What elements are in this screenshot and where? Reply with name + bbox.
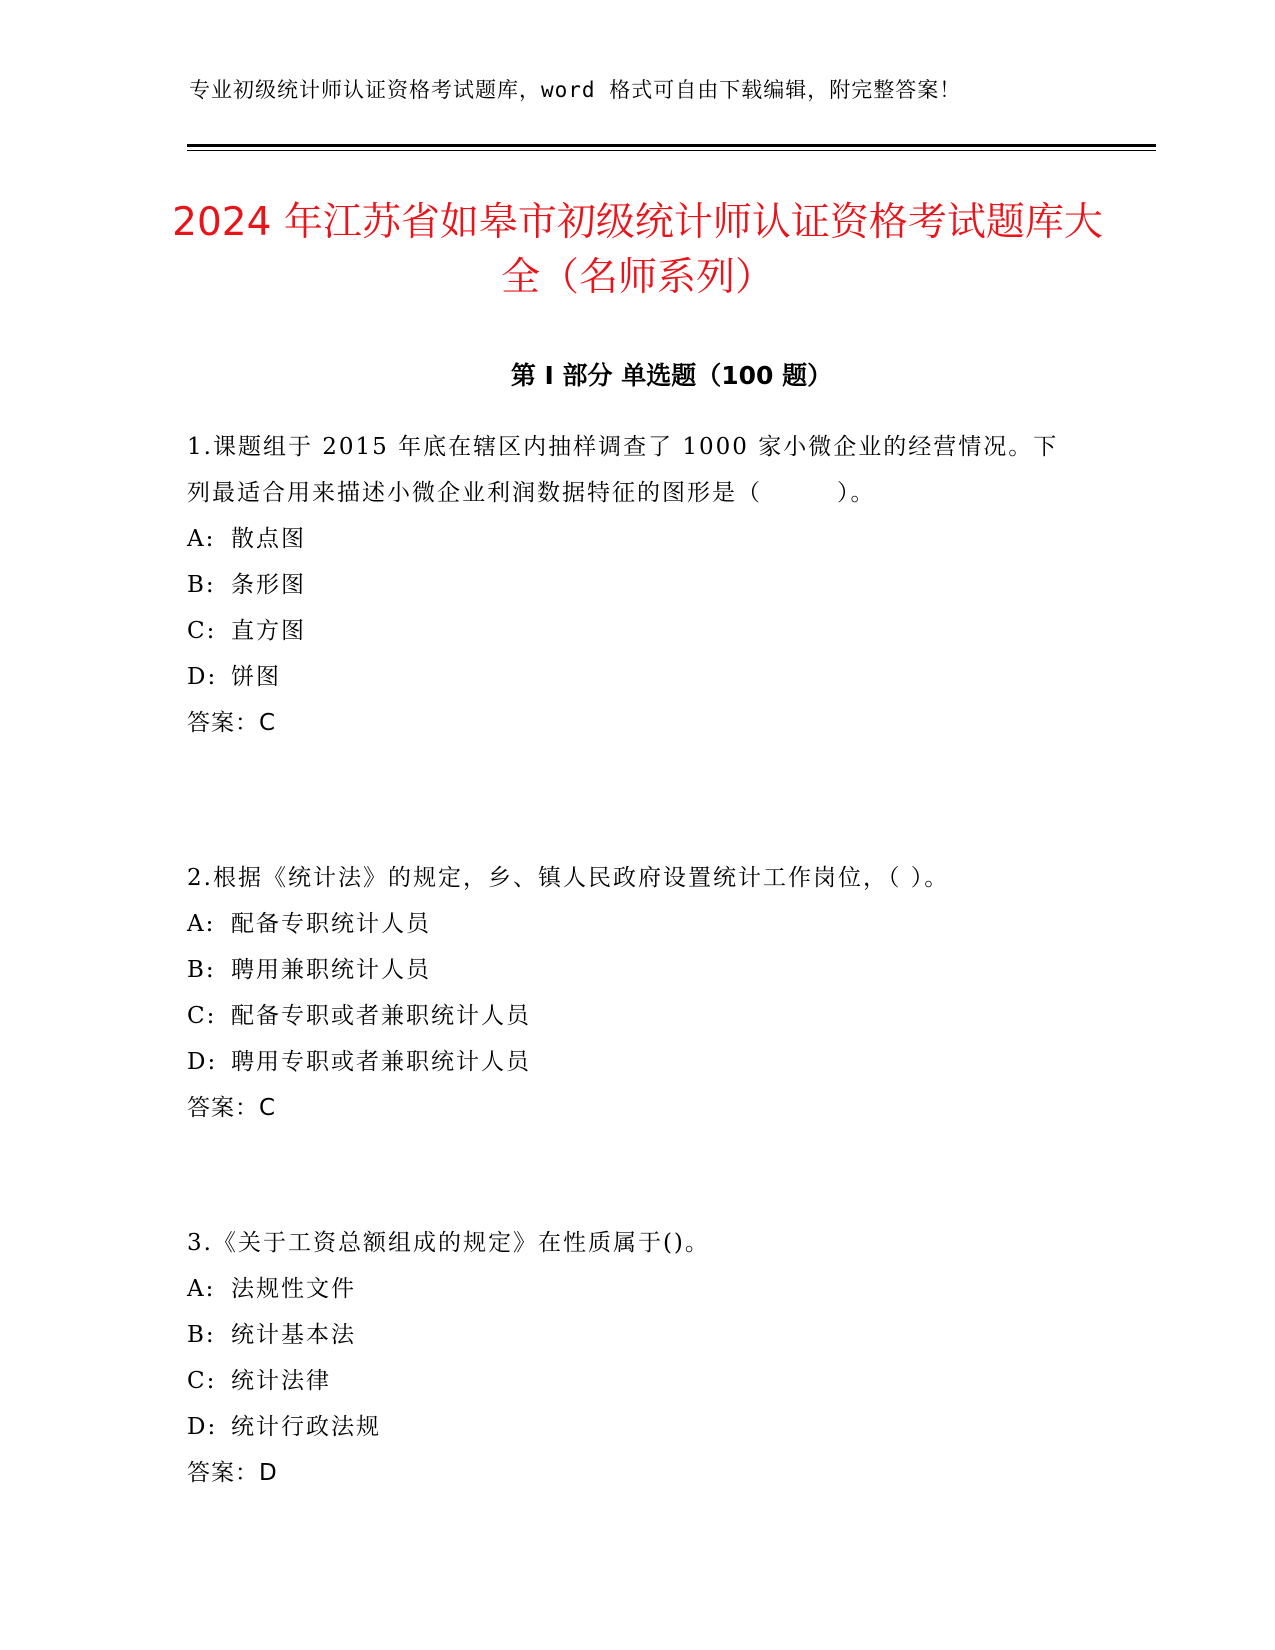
option-c xyxy=(187,1358,1067,1404)
document-title: 2024 年江苏省如皋市初级统计师认证资格考试题库大全（名师系列） xyxy=(172,200,1103,300)
question-1 xyxy=(187,424,1067,746)
option-key: D: xyxy=(187,1414,218,1440)
option-text: 饼图 xyxy=(231,664,281,690)
option-text: 聘用专职或者兼职统计人员 xyxy=(231,1049,531,1075)
option-key: D: xyxy=(187,664,218,690)
option-d xyxy=(187,1039,1067,1085)
option-a xyxy=(187,516,1067,562)
option-d xyxy=(187,654,1067,700)
question-2 xyxy=(187,855,1067,1131)
question-stem: 3.《关于工资总额组成的规定》在性质属于()。 xyxy=(187,1230,710,1256)
option-b xyxy=(187,947,1067,993)
option-text: 聘用兼职统计人员 xyxy=(231,957,431,983)
option-key: C: xyxy=(187,618,217,644)
option-a xyxy=(187,1266,1067,1312)
option-c xyxy=(187,608,1067,654)
option-b xyxy=(187,1312,1067,1358)
option-key: B: xyxy=(187,1322,216,1348)
header-rule-thick xyxy=(187,144,1156,147)
answer: 答案：D xyxy=(187,1460,278,1486)
option-text: 统计行政法规 xyxy=(231,1414,381,1440)
option-key: A: xyxy=(187,526,216,552)
option-text: 条形图 xyxy=(231,572,306,598)
option-text: 散点图 xyxy=(231,526,306,552)
answer: 答案：C xyxy=(187,1095,277,1121)
option-key: C: xyxy=(187,1003,217,1029)
header-rule-thin xyxy=(187,150,1156,151)
option-a xyxy=(187,901,1067,947)
option-b xyxy=(187,562,1067,608)
option-text: 直方图 xyxy=(231,618,306,644)
question-3 xyxy=(187,1220,1067,1496)
option-key: A: xyxy=(187,911,216,937)
option-text: 统计基本法 xyxy=(231,1322,356,1348)
option-text: 法规性文件 xyxy=(231,1276,356,1302)
section-heading: 第 I 部分 单选题（100 题） xyxy=(510,361,833,390)
option-key: D: xyxy=(187,1049,218,1075)
option-key: A: xyxy=(187,1276,216,1302)
option-text: 统计法律 xyxy=(231,1368,331,1394)
option-c xyxy=(187,993,1067,1039)
option-text: 配备专职或者兼职统计人员 xyxy=(231,1003,531,1029)
option-key: B: xyxy=(187,957,216,983)
question-stem: 1.课题组于 2015 年底在辖区内抽样调查了 1000 家小微企业的经营情况。下列最适合用来描述小微企业利润数据特征的图形是（ ）。 xyxy=(187,434,1059,506)
option-key: C: xyxy=(187,1368,217,1394)
option-d xyxy=(187,1404,1067,1450)
option-text: 配备专职统计人员 xyxy=(231,911,431,937)
answer: 答案：C xyxy=(187,710,277,736)
header-note: 专业初级统计师认证资格考试题库，word 格式可自由下载编辑，附完整答案！ xyxy=(189,78,962,102)
question-stem: 2.根据《统计法》的规定，乡、镇人民政府设置统计工作岗位，（ ）。 xyxy=(187,865,950,891)
option-key: B: xyxy=(187,572,216,598)
